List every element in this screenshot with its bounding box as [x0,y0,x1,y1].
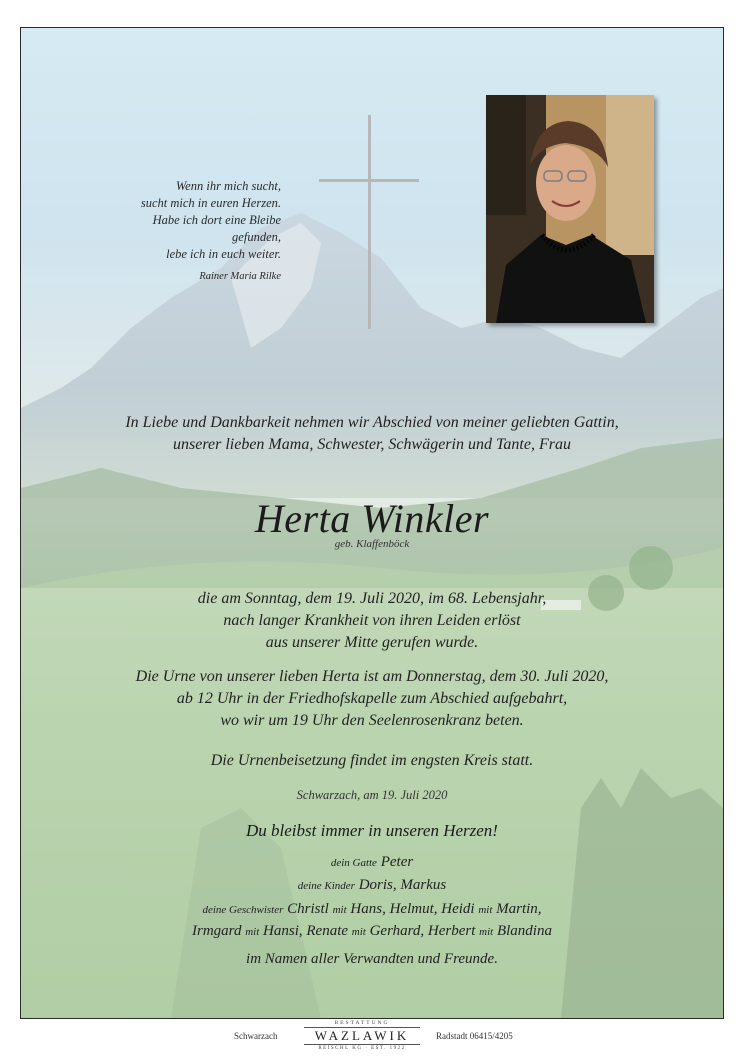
family-siblings-2 [21,920,723,943]
sibling-name: Irmgard [192,923,242,939]
logo-top-text: BESTATTUNG [334,1020,390,1026]
death-line: die am Sonntag, dem 19. Juli 2020, im 68. Lebensjahr, [197,590,547,607]
mit-label: mit [332,904,347,916]
intro-text [21,412,723,456]
motto: Du bleibst immer in unseren Herzen! [246,821,498,840]
sibling-names: Hansi, Renate [263,923,349,939]
footer-location-right: Radstadt 06415/4205 [436,1031,513,1041]
burial-text: Die Urnenbeisetzung findet im engsten Kreis statt. [210,752,534,769]
urn-line: wo wir um 19 Uhr den Seelenrosenkranz beten. [220,712,524,729]
family-closing: im Namen aller Verwandten und Freunde. [246,951,498,967]
family-siblings [21,898,723,921]
children-label: deine Kinder [297,880,355,892]
sibling-partner: Martin, [496,901,542,917]
footer [0,1017,750,1060]
poem-line: lebe ich in euch weiter. [166,247,281,261]
urn-paragraph [21,666,723,732]
poem-line: Habe ich dort eine Bleibe gefunden, [152,213,281,244]
place-date: Schwarzach, am 19. Juli 2020 [296,788,448,802]
death-paragraph [21,588,723,654]
intro-line: unserer lieben Mama, Schwester, Schwägerin und Tante, Frau [173,436,571,453]
portrait-photo [486,95,654,323]
urn-line: ab 12 Uhr in der Friedhofskapelle zum Abschied aufgebahrt, [176,690,568,707]
deceased-name: Herta Winkler [254,496,490,541]
sibling-partner: Blandina [496,923,552,939]
sibling-names: Hans, Helmut, Heidi [350,901,475,917]
mit-label: mit [351,926,366,938]
logo-rule [304,1044,420,1045]
mit-label: mit [245,926,260,938]
poem-line: sucht mich in euren Herzen. [140,196,281,210]
cross-icon-vertical [368,115,371,329]
sibling-name: Christl [287,901,329,917]
siblings-label: deine Geschwister [202,904,284,916]
birth-name: geb. Klaffenböck [334,538,410,550]
mit-label: mit [479,926,494,938]
husband-name: Peter [380,854,414,870]
intro-line: In Liebe und Dankbarkeit nehmen wir Abschied von meiner geliebten Gattin, [125,414,619,431]
poem-author: Rainer Maria Rilke [199,271,281,282]
family-children [21,874,723,897]
family-husband [21,851,723,874]
death-line: aus unserer Mitte gerufen wurde. [265,634,479,651]
parte-frame [20,27,724,1019]
mit-label: mit [478,904,493,916]
poem [101,178,281,285]
urn-line: Die Urne von unserer lieben Herta ist am Donnerstag, dem 30. Juli 2020, [135,668,609,685]
poem-line: Wenn ihr mich sucht, [175,179,281,193]
footer-location-left: Schwarzach [234,1031,278,1041]
cross-icon-horizontal [319,179,419,182]
logo-bottom-text: REISCHL KG · EST. 1922 [318,1046,406,1051]
logo-name: WAZLAWIK [314,1028,410,1043]
death-line: nach langer Krankheit von ihren Leiden erlöst [223,612,521,629]
sibling-names: Gerhard, Herbert [369,923,476,939]
husband-label: dein Gatte [330,857,377,869]
funeral-home-logo [292,1020,432,1054]
children-names: Doris, Markus [358,877,447,893]
